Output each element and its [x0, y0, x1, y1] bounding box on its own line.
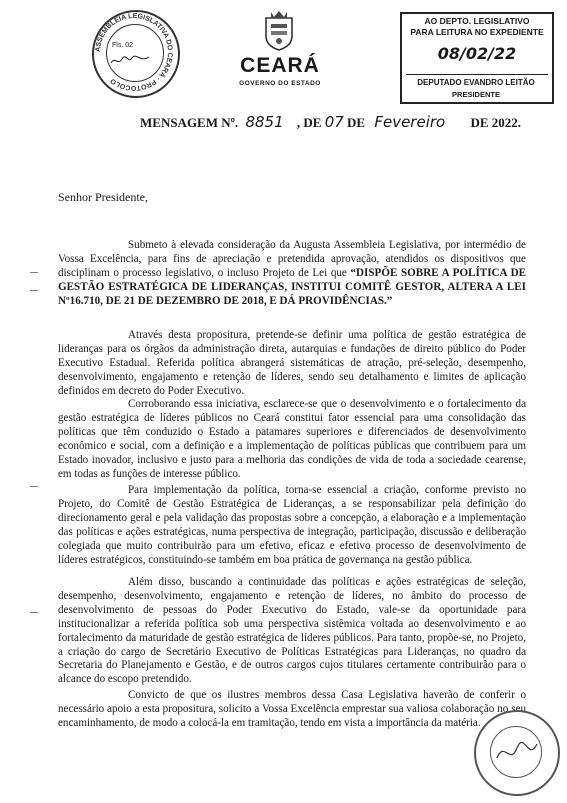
- stamp-line-2: PARA LEITURA NO EXPEDIENTE: [410, 27, 544, 37]
- stamp-line-1: AO DEPTO. LEGISLATIVO: [424, 16, 530, 26]
- paragraph-1: [58, 239, 526, 309]
- salutation: Senhor Presidente,: [58, 190, 148, 204]
- receipt-stamp: [400, 12, 554, 104]
- message-label: MENSAGEM Nº.: [140, 115, 239, 130]
- paragraph-4-text: Para implementação da política, torna-se essencial a criação, conforme previsto no Projeto, do Comitê de Gestão Estratégica de Lideranças, a se responsabilizar pela definição do direcionamento geral e pela validação das propostas sobre a concepção, a elaboração e a implementação das políticas e ações estratégicas, numa perspectiva de integração, participação, discussão e deliberação colegiada que muito contribuirão para um efetivo, eficaz e efetivo processo de desenvolvimento de líderes estratégicos, constituindo-se também em boa prática de governança na gestão pública.: [58, 484, 526, 566]
- message-month: Fevereiro: [374, 113, 446, 131]
- message-de-1: , DE: [296, 115, 322, 130]
- margin-mark: [30, 272, 38, 274]
- paragraph-2: [58, 329, 526, 399]
- stamp-divider: [406, 74, 548, 75]
- initials-scribble: [492, 738, 542, 768]
- protocol-stamp: [92, 10, 180, 98]
- bill-title: “DISPÕE SOBRE A POLÍTICA DE GESTÃO ESTRATÉGICA DE LIDERANÇAS, INSTITUI COMITÊ GESTOR, ALTERA A LEI Nº16.710, DE 21 DE DEZEMBRO DE 2018, E DÁ PROVIDÊNCIAS.”: [58, 266, 526, 307]
- stamp-role: PRESIDENTE: [452, 90, 500, 99]
- paragraph-6: [58, 689, 526, 731]
- paragraph-3: [58, 398, 526, 481]
- message-number: 8851: [245, 113, 284, 131]
- paragraph-4: [58, 484, 526, 567]
- svg-text:ASSEMBLEIA LEGISLATIVA DO CEAR: ASSEMBLEIA LEGISLATIVA DO CEARÁ · PROTOCOLO: [94, 12, 174, 92]
- message-header: [140, 113, 521, 131]
- paragraph-6-text: Convicto de que os ilustres membros dessa Casa Legislativa haverão de conferir o necessário apoio a esta propositura, solicito a Vossa Excelência emprestar sua valiosa colaboração no seu encaminhamento, de modo a colocá-la em tramitação, tendo em vista a importância da matéria.: [58, 689, 526, 729]
- margin-mark: [30, 612, 38, 614]
- margin-mark: [30, 290, 38, 292]
- stamp-folio: Fls. 02: [112, 42, 134, 49]
- paragraph-3-text: Corroborando essa iniciativa, esclarece-se que o desenvolvimento e o fortalecimento da gestão estratégica de líderes públicos no Ceará constitui fator essencial para uma consolidação das políticas que têm conduzido o Estado a patamares superiores e diferenciados de desenvolvimento econômico e social, com a definição e a implementação de políticas públicas que contribuem para um Estado inovador, inclusivo e justo para a melhoria das condições de vida de toda a sociedade cearense, em todas as funções de interesse público.: [58, 398, 526, 480]
- paragraph-1-text: Submeto à elevada consideração da Augusta Assembleia Legislativa, por intermédio de Vossa Excelência, para fins de apreciação e pretendida aprovação, atendidos os dispositivos que disciplinam o processo legislativo, o incluso Projeto de Lei que: [58, 239, 526, 279]
- message-year: DE 2022.: [470, 115, 522, 130]
- paragraph-5-text: Além disso, buscando a continuidade das políticas e ações estratégicas de seleção, desempenho, desenvolvimento, engajamento e retenção de líderes, no âmbito do processo de desenvolvimento de pessoas do Poder Executivo do Estado, vale-se da oportunidade para institucionalizar a referida política sob uma perspectiva sistêmica voltada ao desenvolvimento e ao fortalecimento da maturidade de gestão estratégica de líderes públicos. Para tanto, propõe-se, no Projeto, a criação do cargo de Secretário Executivo de Políticas Estratégicas para Lideranças, no quadro da Secretaria do Planejamento e Gestão, e de outros cargos cujos titulares certamente contribuirão para o alcance do escopo pretendido.: [58, 576, 526, 686]
- bottom-protocol-stamp: [474, 710, 560, 796]
- stamp-date: 08/02/22: [437, 44, 517, 63]
- state-brand: CEARÁ: [240, 54, 320, 77]
- stamp-deputy: DEPUTADO EVANDRO LEITÃO: [417, 78, 535, 87]
- paragraph-5: [58, 576, 526, 687]
- paragraph-2-text: Através desta propositura, pretende-se definir uma política de gestão estratégica de lideranças para os órgãos da administração direta, autarquias e fundações de direito público do Poder Executivo Estadual. Referida política abrangerá sistemáticas de atração, pré-seleção, desempenho, desenvolvimento, engajamento e retenção de líderes, sendo seu detalhamento e limites de aplicação definidos em decreto do Poder Executivo.: [58, 329, 526, 397]
- margin-mark: [30, 486, 38, 488]
- stamp-inner-circle: [106, 24, 164, 82]
- state-brand-subtitle: GOVERNO DO ESTADO: [239, 80, 321, 87]
- signature-scribble: [110, 54, 150, 66]
- message-de-2: DE: [347, 115, 366, 130]
- message-day: 07: [324, 113, 344, 131]
- coat-of-arms-icon: [262, 10, 296, 52]
